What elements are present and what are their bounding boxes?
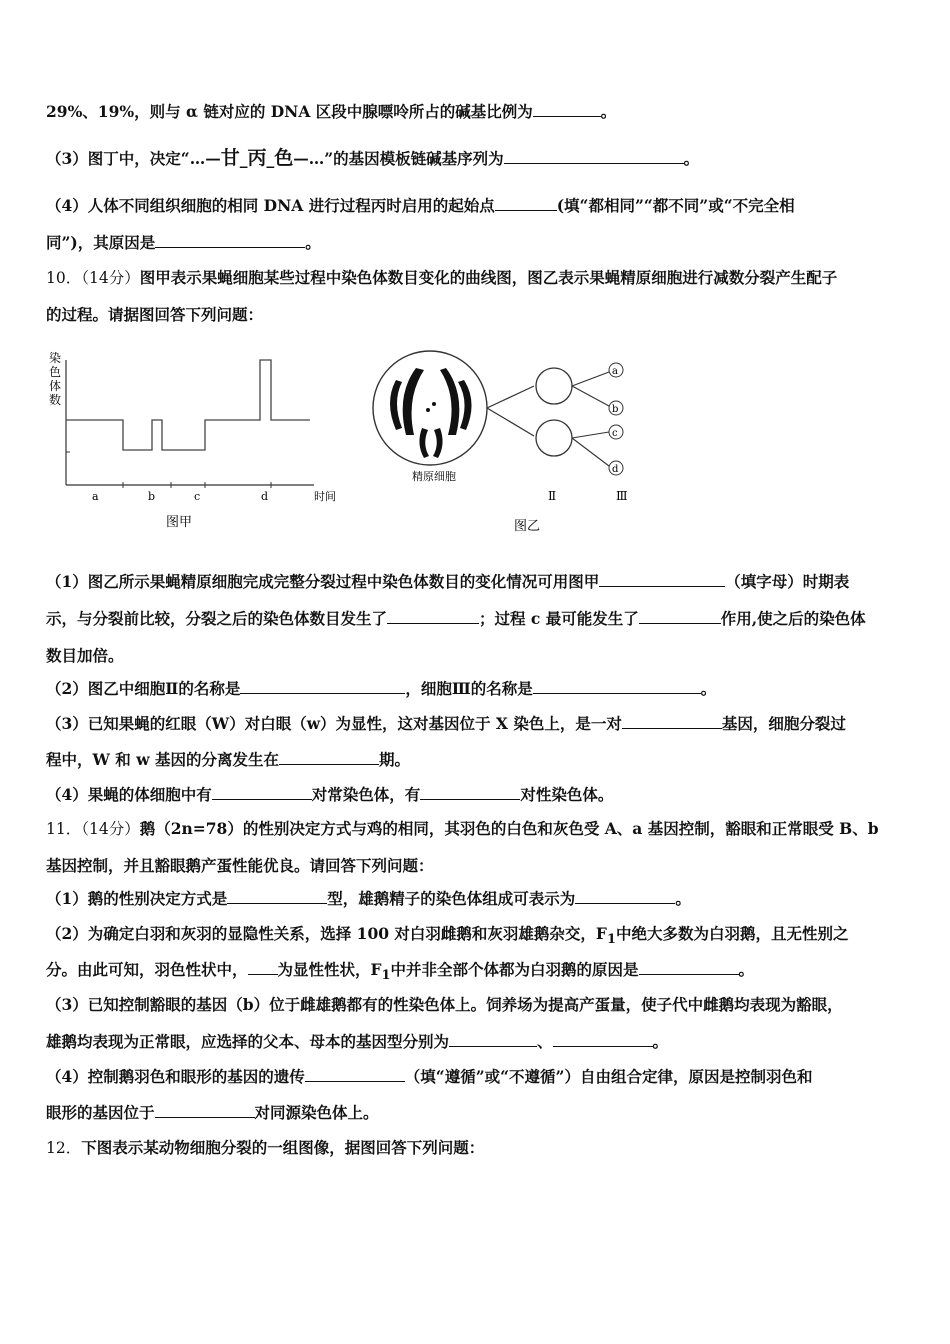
answer-blank[interactable] xyxy=(387,609,479,624)
answer-blank[interactable] xyxy=(248,960,278,975)
answer-blank[interactable] xyxy=(449,1032,537,1047)
x-tick-label: c xyxy=(194,490,201,503)
chromosome xyxy=(432,402,436,406)
ylabel-char: 染 xyxy=(49,351,62,365)
gamete-label: a xyxy=(612,366,618,377)
chromosome xyxy=(419,428,429,458)
answer-blank[interactable] xyxy=(227,889,327,904)
q11-part-3-cont: 雄鹅均表现为正常眼，应选择的父本、母本的基因型分别为 、 。 xyxy=(46,1032,669,1051)
q10-part-1-cont: 示，与分裂前比较，分裂之后的染色体数目发生了 ；过程 c 最可能发生了 作用,使之后的染色体 xyxy=(46,609,866,628)
q10-part-4: （4）果蝇的体细胞中有 对常染色体，有 对性染色体。 xyxy=(46,785,614,804)
cell-ii xyxy=(536,368,572,404)
chromosome xyxy=(458,380,472,430)
q10-part-3-cont: 程中，W 和 w 基因的分离发生在 期。 xyxy=(46,750,410,769)
arrow xyxy=(487,386,534,408)
q9-part-3: （3）图丁中，决定“…—甘_丙_色—…”的基因模板链碱基序列为 。 xyxy=(46,147,700,169)
answer-blank[interactable] xyxy=(553,1032,653,1047)
chromosome xyxy=(440,368,459,435)
answer-blank[interactable] xyxy=(155,233,305,248)
q10-stem-cont: 的过程。请据图回答下列问题： xyxy=(46,305,264,324)
answer-blank[interactable] xyxy=(504,149,684,164)
arrow xyxy=(572,432,609,438)
ylabel-char: 色 xyxy=(49,365,62,379)
caption-jia: 图甲 xyxy=(166,515,193,530)
cell-label: 精原细胞 xyxy=(412,470,456,483)
q11-part-3: （3）已知控制豁眼的基因（b）位于雌雄鹅都有的性染色体上。饲养场为提高产蛋量，使子代中雌鹅均表现为豁眼， xyxy=(46,995,843,1014)
x-tick-label: d xyxy=(261,490,269,503)
q10-part-3: （3）已知果蝇的红眼（W）对白眼（w）为显性，这对基因位于 X 染色上，是一对 基因，细胞分裂过 xyxy=(46,714,846,733)
cell-ii xyxy=(536,420,572,456)
q11-part-2: （2）为确定白羽和灰羽的显隐性关系，选择 100 对白羽雌鹅和灰羽雄鹅杂交，$F_1$中绝大多数为白羽鹅，且无性别之 xyxy=(46,924,849,948)
answer-blank[interactable] xyxy=(639,960,739,975)
arrow xyxy=(572,438,609,466)
q9-line-1: 29%、19%，则与 α 链对应的 DNA 区段中腺嘌呤所占的碱基比例为 。 xyxy=(46,102,617,121)
arrow xyxy=(487,408,534,436)
codon-glyph-2: 丙 xyxy=(247,147,267,169)
answer-blank[interactable] xyxy=(420,785,520,800)
stage-label: Ⅱ xyxy=(548,489,557,503)
codon-glyph-1: 甘 xyxy=(220,147,240,169)
arrow xyxy=(572,372,609,386)
answer-blank[interactable] xyxy=(622,714,722,729)
x-axis-label: 时间 xyxy=(314,490,336,503)
q11-part-4: （4）控制鹅羽色和眼形的基因的遗传 （填“遵循”或“不遵循”）自由组合定律，原因是控制羽色和 xyxy=(46,1067,813,1086)
ylabel-char: 体 xyxy=(49,379,62,393)
graph-jia xyxy=(49,350,336,530)
chromosome xyxy=(426,408,430,412)
ylabel-char: 数 xyxy=(49,393,62,407)
answer-blank[interactable] xyxy=(533,102,601,117)
diagram-yi xyxy=(373,351,628,534)
answer-blank[interactable] xyxy=(533,679,701,694)
q11-stem-cont: 基因控制，并且豁眼鹅产蛋性能优良。请回答下列问题： xyxy=(46,856,434,875)
answer-blank[interactable] xyxy=(599,572,725,587)
chromosome xyxy=(433,428,443,458)
chromosome xyxy=(390,380,402,430)
x-tick-label: a xyxy=(92,490,99,503)
q11-part-2-cont: 分。由此可知，羽色性状中， 为显性性状，$F_1$中并非全部个体都为白羽鹅的原因是 。 xyxy=(46,960,755,984)
answer-blank[interactable] xyxy=(155,1103,255,1118)
answer-blank[interactable] xyxy=(212,785,312,800)
stage-label: Ⅲ xyxy=(616,489,628,503)
answer-blank[interactable] xyxy=(279,750,379,765)
chromosome xyxy=(403,368,424,435)
q11-part-1: （1）鹅的性别决定方式是 型，雄鹅精子的染色体组成可表示为 。 xyxy=(46,889,691,908)
gamete-label: b xyxy=(612,404,619,415)
chromosome-curve xyxy=(66,360,310,450)
q11-stem: 11．（14分）鹅（2n=78）的性别决定方式与鸡的相同，其羽色的白色和灰色受 A、a 基因控制，豁眼和正常眼受 B、b xyxy=(46,819,879,838)
q12-stem: 12．下图表示某动物细胞分裂的一组图像，据图回答下列问题： xyxy=(46,1138,485,1157)
x-tick-label: b xyxy=(148,490,156,503)
gamete-label: d xyxy=(612,464,619,475)
q11-part-4-cont: 眼形的基因位于 对同源染色体上。 xyxy=(46,1103,379,1122)
q9-part-4: （4）人体不同组织细胞的相同 DNA 进行过程丙时启用的起始点 (填“都相同”“都不同”或“不完全相 xyxy=(46,196,795,215)
q10-stem: 10．（14分）图甲表示果蝇细胞某些过程中染色体数目变化的曲线图，图乙表示果蝇精原细胞进行减数分裂产生配子 xyxy=(46,268,838,287)
q10-figure-svg xyxy=(44,340,644,550)
answer-blank[interactable] xyxy=(575,889,675,904)
arrow xyxy=(572,386,609,406)
q10-part-1-end: 数目加倍。 xyxy=(46,646,124,665)
answer-blank[interactable] xyxy=(639,609,721,624)
answer-blank[interactable] xyxy=(305,1067,405,1082)
codon-glyph-3: 色 xyxy=(274,147,294,169)
caption-yi: 图乙 xyxy=(514,519,541,534)
answer-blank[interactable] xyxy=(240,679,405,694)
q10-part-2: （2）图乙中细胞Ⅱ的名称是 ，细胞Ⅲ的名称是 。 xyxy=(46,679,717,698)
answer-blank[interactable] xyxy=(495,196,557,211)
q10-figure xyxy=(44,340,644,550)
q9-part-4-cont: 同”)，其原因是 。 xyxy=(46,233,321,252)
q10-part-1: （1）图乙所示果蝇精原细胞完成完整分裂过程中染色体数目的变化情况可用图甲 （填字母）时期表 xyxy=(46,572,850,591)
gamete-label: c xyxy=(612,428,618,439)
